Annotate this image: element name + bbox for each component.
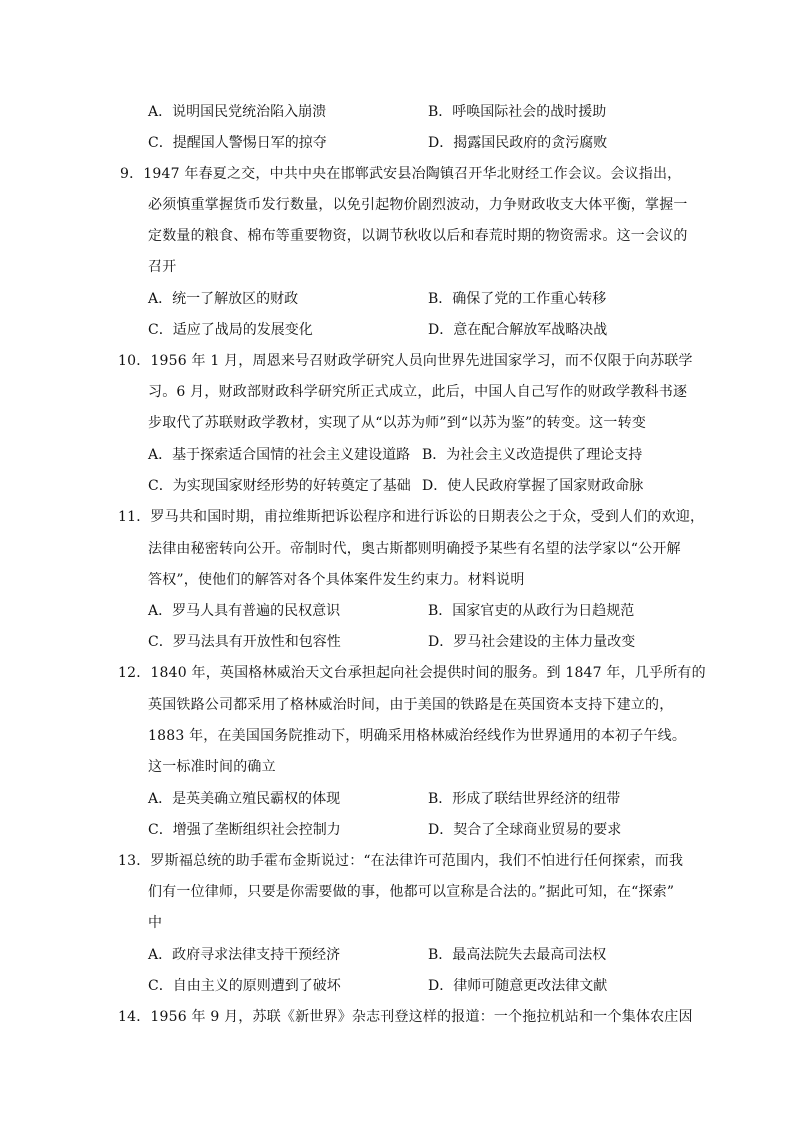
q12-option-a: A．是英美确立殖民霸权的体现 bbox=[148, 791, 341, 807]
q13-stem-line-3: 中 bbox=[148, 915, 163, 931]
q8-option-d: D．揭露国民政府的贪污腐败 bbox=[428, 135, 608, 151]
q13-stem-line-2: 们有一位律师，只要是你需要做的事，他都可以宣称是合法的。”据此可知，在“探索” bbox=[148, 884, 675, 900]
q11-option-c: C．罗马法具有开放性和包容性 bbox=[148, 634, 341, 650]
q12-option-c: C．增强了垄断组织社会控制力 bbox=[148, 822, 341, 838]
q12-stem-line-3: 1883 年，在美国国务院推动下，明确采用格林威治经线作为世界通用的本初子午线。 bbox=[148, 728, 687, 744]
q9-option-d: D．意在配合解放军战略决战 bbox=[428, 322, 608, 338]
q10-option-b: B．为社会主义改造提供了理论支持 bbox=[422, 447, 643, 463]
q12-option-b: B．形成了联结世界经济的纽带 bbox=[428, 791, 621, 807]
q11-option-d: D．罗马社会建设的主体力量改变 bbox=[428, 634, 636, 650]
q10-option-c: C．为实现国家财经形势的好转奠定了基础 bbox=[148, 478, 411, 494]
q9-option-b: B．确保了党的工作重心转移 bbox=[428, 291, 607, 307]
q10-stem-line-3: 步取代了苏联财政学教材，实现了从“以苏为师”到“以苏为鉴”的转变。这一转变 bbox=[148, 415, 647, 431]
q9-stem-line-4: 召开 bbox=[148, 259, 177, 275]
q10-stem-line-2: 习。6 月，财政部财政科学研究所正式成立，此后，中国人自己写作的财政学教科书逐 bbox=[148, 384, 688, 400]
q14-stem-line-1: 14．1956 年 9 月，苏联《新世界》杂志刊登这样的报道：一个拖拉机站和一个集体农庄因 bbox=[118, 1009, 693, 1025]
q10-option-a: A．基于探索适合国情的社会主义建设道路 bbox=[148, 447, 411, 463]
q9-stem-line-2: 必须慎重掌握货币发行数量，以免引起物价剧烈波动，力争财政收支大体平衡，掌握一 bbox=[148, 197, 688, 213]
q11-stem-line-1: 11．罗马共和国时期，甫拉维斯把诉讼程序和进行诉讼的日期表公之于众，受到人们的欢迎， bbox=[118, 509, 705, 525]
q9-stem-line-3: 定数量的粮食、棉布等重要物资，以调节秋收以后和春荒时期的物资需求。这一会议的 bbox=[148, 228, 688, 244]
q13-stem-line-1: 13．罗斯福总统的助手霍布金斯说过：“在法律许可范围内，我们不怕进行任何探索，而我 bbox=[118, 853, 684, 869]
q10-option-d: D．使人民政府掌握了国家财政命脉 bbox=[422, 478, 644, 494]
q13-option-c: C．自由主义的原则遭到了破坏 bbox=[148, 978, 341, 994]
q13-option-d: D．律师可随意更改法律文献 bbox=[428, 978, 608, 994]
q8-option-a: A．说明国民党统治陷入崩溃 bbox=[148, 104, 327, 120]
q12-stem-line-1: 12．1840 年，英国格林威治天文台承担起向社会提供时间的服务。到 1847 年，几乎所有的 bbox=[118, 665, 706, 681]
q8-option-b: B．呼唤国际社会的战时援助 bbox=[428, 104, 607, 120]
q11-option-b: B．国家官吏的从政行为日趋规范 bbox=[428, 603, 635, 619]
q12-option-d: D．契合了全球商业贸易的要求 bbox=[428, 822, 622, 838]
q12-stem-line-4: 这一标准时间的确立 bbox=[148, 759, 276, 775]
q9-option-a: A．统一了解放区的财政 bbox=[148, 291, 299, 307]
q13-option-b: B．最高法院失去最高司法权 bbox=[428, 947, 607, 963]
q10-stem-line-1: 10．1956 年 1 月，周恩来号召财政学研究人员向世界先进国家学习，而不仅限于向苏联学 bbox=[118, 353, 693, 369]
q11-stem-line-2: 法律由秘密转向公开。帝制时代，奥古斯都则明确授予某些有名望的法学家以“公开解 bbox=[148, 541, 681, 557]
q12-stem-line-2: 英国铁路公司都采用了格林威治时间，由于美国的铁路是在英国资本支持下建立的， bbox=[148, 697, 674, 713]
q13-option-a: A．政府寻求法律支持干预经济 bbox=[148, 947, 341, 963]
q9-stem-line-1: 9．1947 年春夏之交，中共中央在邯郸武安县冶陶镇召开华北财经工作会议。会议指出， bbox=[120, 166, 682, 182]
q9-option-c: C．适应了战局的发展变化 bbox=[148, 322, 313, 338]
q8-option-c: C．提醒国人警惕日军的掠夺 bbox=[148, 135, 327, 151]
q11-option-a: A．罗马人具有普遍的民权意识 bbox=[148, 603, 341, 619]
q11-stem-line-3: 答权”，使他们的解答对各个具体案件发生约束力。材料说明 bbox=[148, 572, 525, 588]
